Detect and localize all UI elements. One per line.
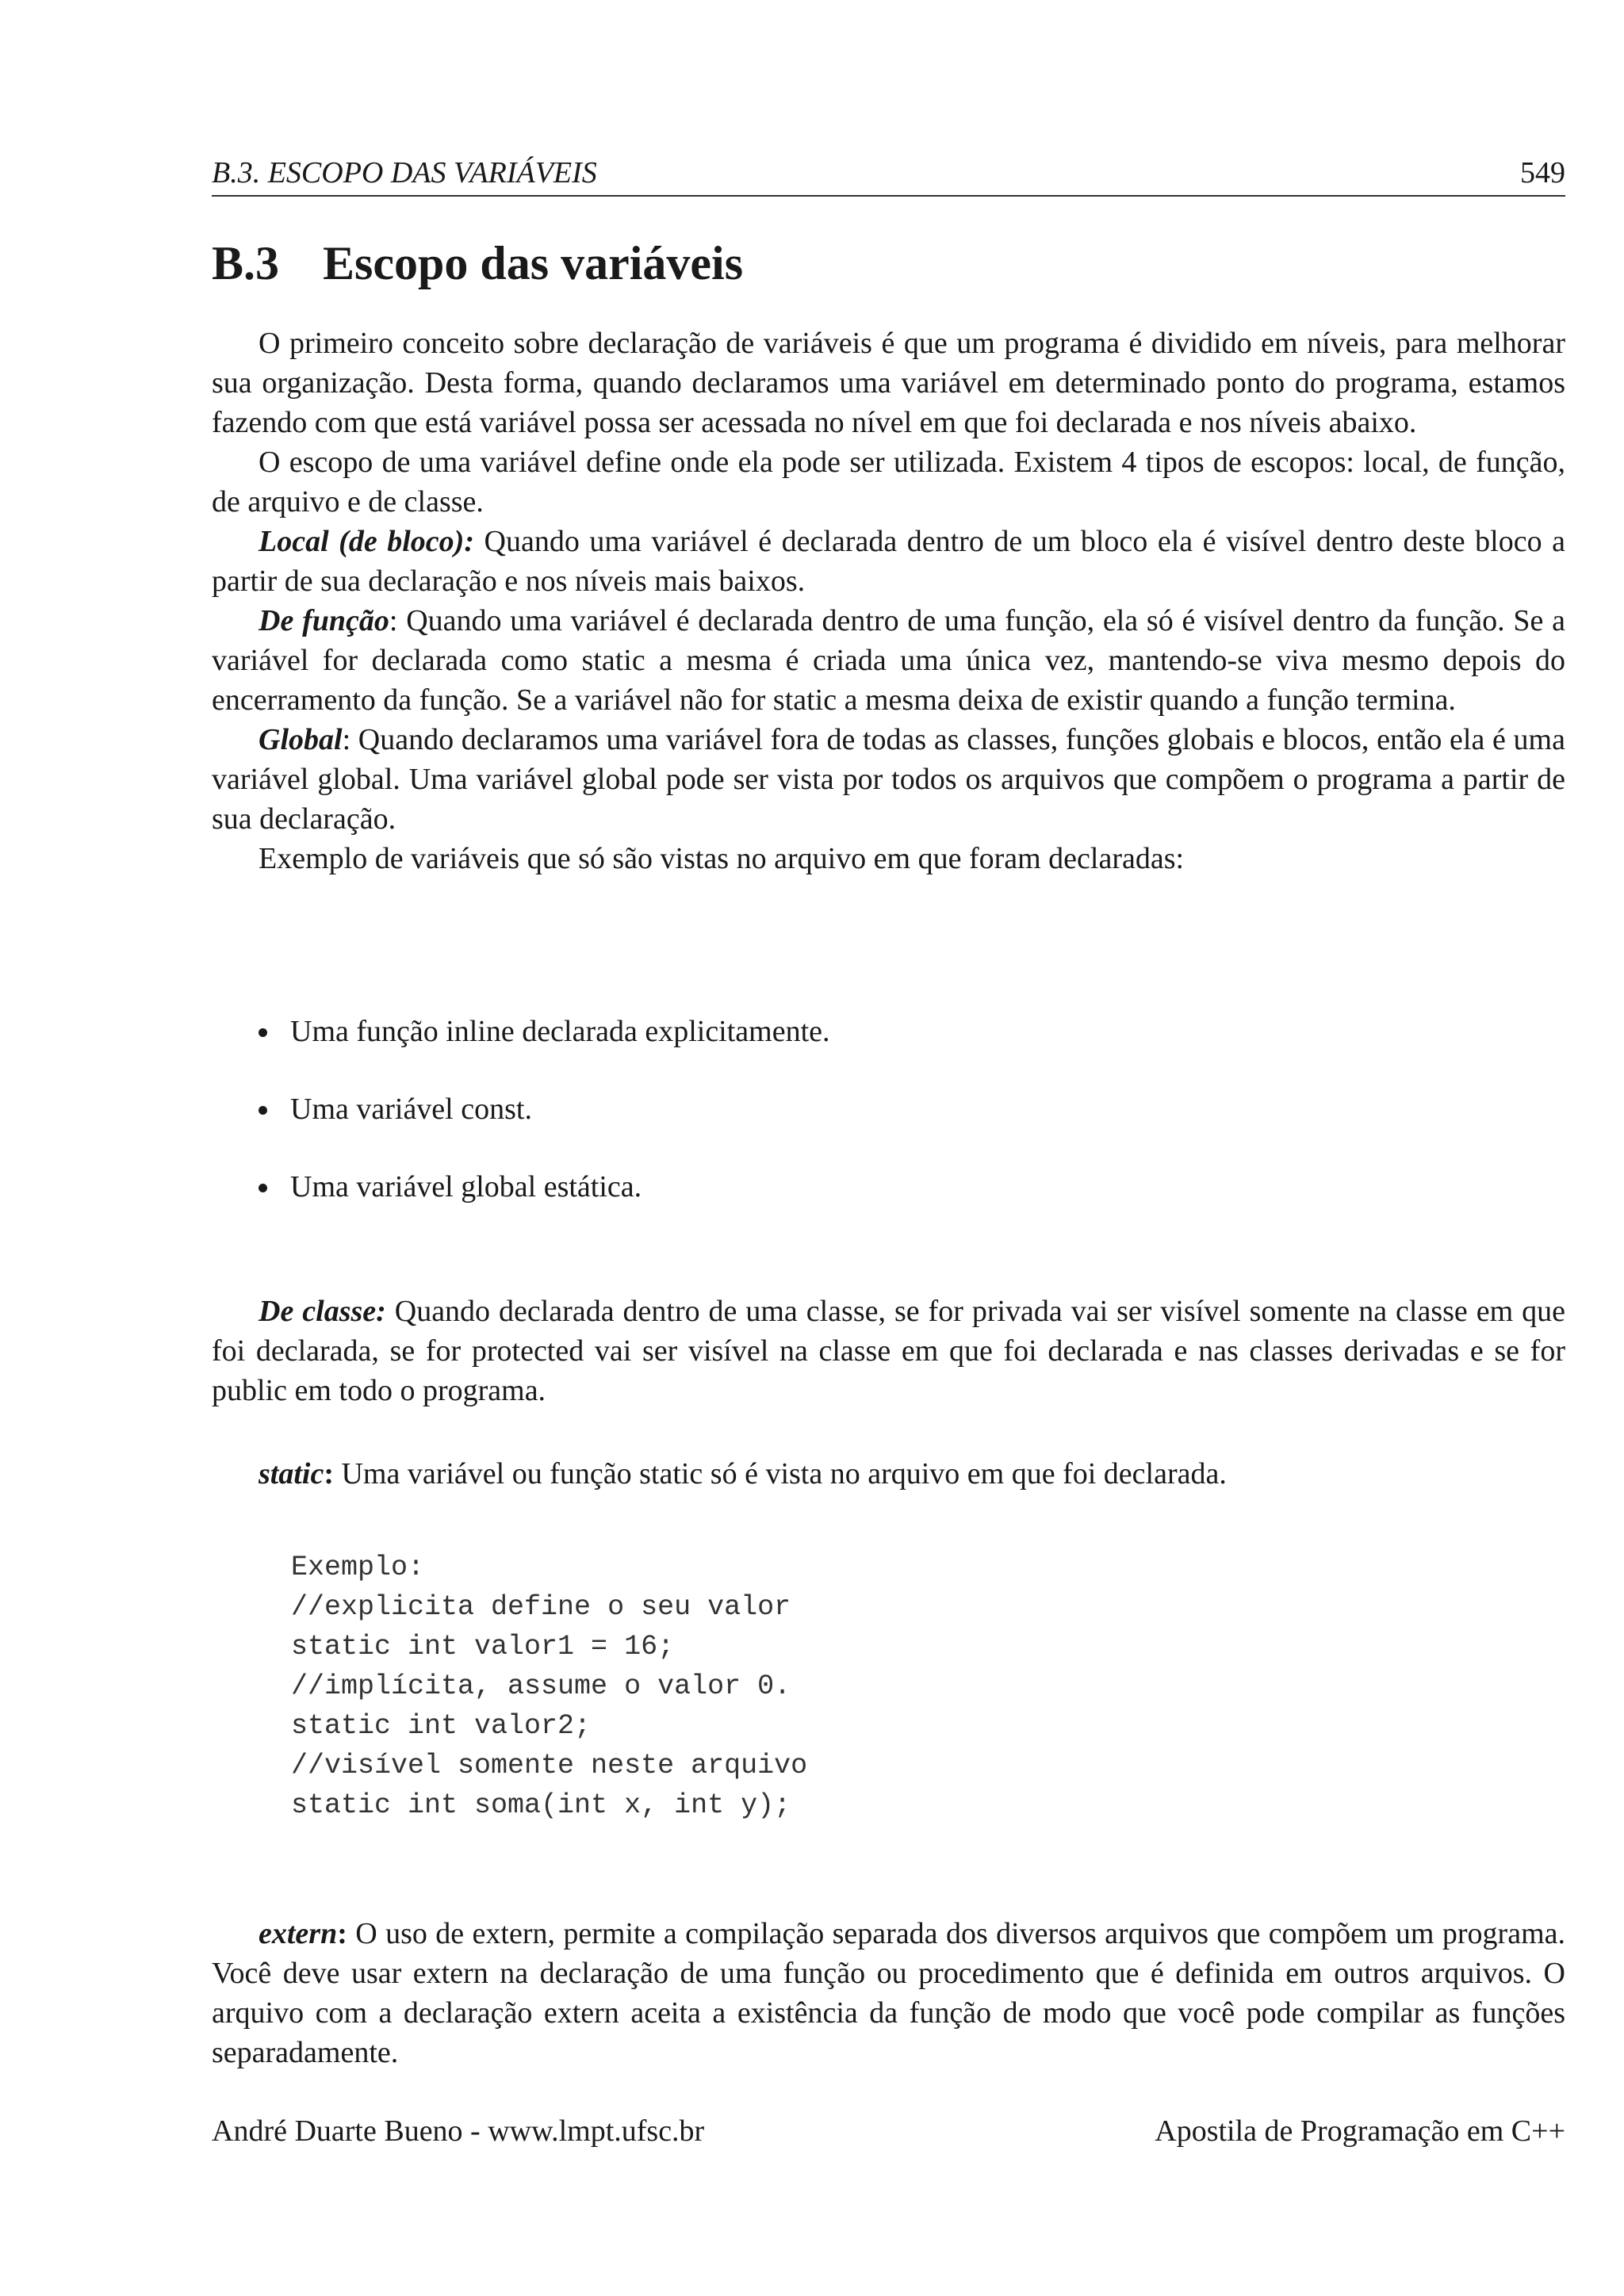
classe-text: Quando declarada dentro de uma classe, se for privada vai ser visível somente na classe em que foi declarada, se for protected vai ser visível na classe em que foi declarada e nas classes derivadas e se for public em todo o programa.	[212, 1295, 1565, 1407]
extern-text: O uso de extern, permite a compilação separada dos diversos arquivos que compõem um programa. Você deve usar extern na declaração de uma função ou procedimento que é definida em outros arquivos. O arquivo com a declaração extern aceita a existência da função de modo que você pode compilar as funções separadamente.	[212, 1917, 1565, 2069]
paragraph-local	[212, 522, 1565, 601]
body-upper	[212, 323, 1565, 878]
section-title: Escopo das variáveis	[323, 237, 744, 289]
code-example	[291, 1548, 807, 1825]
bullet-list	[259, 1012, 1527, 1245]
running-header	[212, 151, 1565, 197]
code-line: //implícita, assume o valor 0.	[291, 1670, 791, 1702]
paragraph-global	[212, 720, 1565, 839]
running-header-title: B.3. ESCOPO DAS VARIÁVEIS	[212, 156, 597, 189]
section-heading	[212, 232, 743, 295]
static-text: Uma variável ou função static só é vista no arquivo em que foi declarada.	[333, 1457, 1227, 1490]
extern-lead: extern	[259, 1917, 338, 1950]
bullet-icon	[259, 1106, 267, 1115]
local-lead: Local (de bloco):	[259, 525, 474, 558]
paragraph-funcao	[212, 601, 1565, 720]
code-line: Exemplo:	[291, 1552, 425, 1583]
code-line: //visível somente neste arquivo	[291, 1750, 808, 1781]
page-number: 549	[1520, 156, 1565, 189]
footer-book-title: Apostila de Programação em C++	[1155, 2114, 1565, 2148]
list-item	[259, 1089, 1527, 1129]
code-line: static int valor2;	[291, 1710, 592, 1742]
global-lead: Global	[259, 723, 343, 756]
funcao-lead: De função	[259, 604, 389, 637]
paragraph-classe-block	[212, 1292, 1565, 1410]
code-line: static int soma(int x, int y);	[291, 1789, 791, 1821]
list-item-text: Uma função inline declarada explicitamente.	[290, 1015, 830, 1048]
paragraph-classe	[212, 1292, 1565, 1410]
paragraph-scope-types: O escopo de uma variável define onde ela pode ser utilizada. Existem 4 tipos de escopos: local, de função, de arquivo e de classe.	[212, 446, 1565, 519]
document-page	[212, 0, 1565, 2296]
static-lead: static	[259, 1457, 324, 1490]
local-text: Quando uma variável é declarada dentro de um bloco ela é visível dentro deste bloco a partir de sua declaração e nos níveis mais baixos.	[212, 525, 1566, 598]
bullet-icon	[259, 1028, 267, 1037]
paragraph-extern-block	[212, 1914, 1565, 2072]
footer-author: André Duarte Bueno - www.lmpt.ufsc.br	[212, 2114, 705, 2148]
paragraph-example-intro: Exemplo de variáveis que só são vistas no arquivo em que foram declaradas:	[259, 842, 1185, 875]
paragraph-extern	[212, 1914, 1565, 2072]
list-item	[259, 1167, 1527, 1207]
paragraph-static-block	[212, 1454, 1565, 1494]
extern-colon: :	[337, 1917, 347, 1950]
classe-lead: De classe:	[259, 1295, 386, 1328]
static-colon: :	[324, 1457, 334, 1490]
bullet-icon	[259, 1184, 267, 1192]
global-text: : Quando declaramos uma variável fora de todas as classes, funções globais e blocos, então ela é uma variável global. Uma variável global pode ser vista por todos os arquivos que compõem o programa a partir de sua declaração.	[212, 723, 1565, 836]
list-item-text: Uma variável global estática.	[290, 1170, 642, 1203]
funcao-text: : Quando uma variável é declarada dentro de uma função, ela só é visível dentro da função. Se a variável for declarada como static a mesma é criada uma única vez, mantendo-se viva mesmo depois do encerramento da função. Se a variável não for static a mesma deixa de existir quando a função termina.	[212, 604, 1565, 717]
code-line: static int valor1 = 16;	[291, 1631, 675, 1663]
list-item	[259, 1012, 1527, 1051]
code-line: //explicita define o seu valor	[291, 1591, 791, 1623]
paragraph-intro: O primeiro conceito sobre declaração de variáveis é que um programa é dividido em níveis, para melhorar sua organização. Desta forma, quando declaramos uma variável em determinado ponto do programa, estamos fazendo com que está variável possa ser acessada no nível em que foi declarada e nos níveis abaixo.	[212, 327, 1565, 439]
section-number: B.3	[212, 237, 280, 289]
paragraph-static	[212, 1454, 1565, 1494]
list-item-text: Uma variável const.	[290, 1093, 532, 1126]
